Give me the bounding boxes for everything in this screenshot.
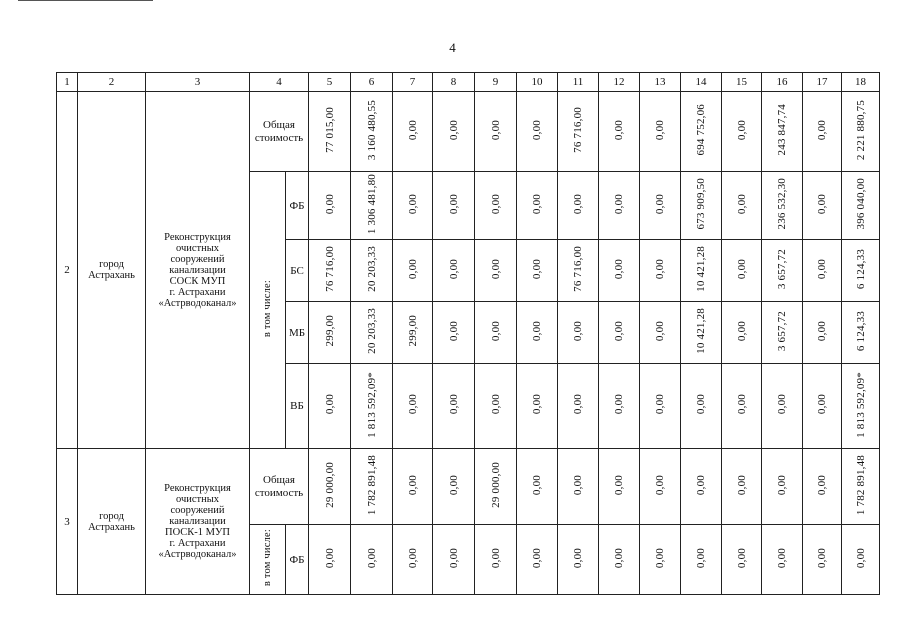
value-cell-text: 0,00 — [613, 320, 625, 342]
value-cell-text: 3 160 480,55 — [365, 99, 378, 161]
value-cell-text: 299,00 — [406, 315, 419, 347]
funding-source-text: ФБ — [289, 199, 305, 212]
header-col-13 — [640, 73, 681, 92]
value-cell — [309, 525, 351, 595]
value-cell — [762, 172, 803, 240]
header-col-14 — [681, 73, 722, 92]
value-cell — [351, 240, 393, 302]
header-col-8 — [433, 73, 475, 92]
value-cell — [309, 172, 351, 240]
city-cell-text: город Астрахань — [88, 510, 135, 533]
value-cell-text: 0,00 — [572, 320, 584, 342]
value-cell-text: 0,00 — [447, 193, 460, 215]
header-col-6 — [351, 73, 393, 92]
including-label — [250, 525, 286, 595]
value-cell — [681, 172, 722, 240]
value-cell-text: 0,00 — [816, 119, 828, 141]
value-cell-text: 20 203,33 — [365, 246, 378, 292]
header-col-3 — [146, 73, 250, 92]
value-cell — [599, 525, 640, 595]
value-cell-text: 0,00 — [695, 394, 707, 415]
value-cell-text: 0,00 — [406, 193, 419, 215]
funding-source — [286, 364, 309, 449]
value-cell — [640, 302, 681, 364]
including-label-text: в том числе: — [262, 529, 273, 587]
value-cell — [558, 525, 599, 595]
value-cell-text: 0,00 — [489, 394, 502, 415]
value-cell — [803, 92, 842, 172]
total-cost-label — [250, 449, 309, 525]
header-row — [57, 73, 880, 92]
including-label-text: в том числе: — [262, 279, 273, 338]
value-cell — [722, 449, 762, 525]
value-cell — [393, 449, 433, 525]
row-number-text: 2 — [64, 264, 70, 276]
project-cell-text: Реконструкция очистных сооружений канализации ПОСК-1 МУП г. Астрахани «Астрводоканал» — [158, 483, 237, 560]
header-col-11-text: 11 — [572, 76, 584, 88]
value-cell-text: 0,00 — [572, 193, 584, 215]
value-cell-text: 1 813 592,09* — [365, 371, 378, 438]
value-cell-text: 0,00 — [531, 258, 543, 280]
value-cell-text: 76 716,00 — [572, 107, 584, 153]
value-cell — [681, 240, 722, 302]
value-cell-text: 0,00 — [406, 119, 419, 141]
header-col-1-text: 1 — [64, 76, 70, 88]
value-cell — [517, 449, 558, 525]
funding-source — [286, 302, 309, 364]
header-col-1 — [57, 73, 78, 92]
value-cell — [681, 92, 722, 172]
value-cell-text: 673 909,50 — [695, 178, 707, 230]
value-cell-text: 29 000,00 — [323, 462, 336, 508]
value-cell — [351, 525, 393, 595]
value-cell — [351, 302, 393, 364]
value-cell — [351, 449, 393, 525]
value-cell — [842, 449, 880, 525]
value-cell — [517, 302, 558, 364]
total-cost-label-text: Общая стоимость — [254, 118, 304, 144]
header-col-16-text: 16 — [776, 76, 788, 88]
value-cell-text: 0,00 — [816, 193, 828, 215]
value-cell-text: 0,00 — [447, 474, 460, 496]
city-cell — [78, 92, 146, 449]
value-cell — [722, 364, 762, 449]
value-cell-text: 0,00 — [654, 474, 666, 496]
value-cell-text: 10 421,28 — [695, 308, 707, 354]
value-cell — [475, 172, 517, 240]
value-cell-text: 0,00 — [816, 394, 828, 415]
value-cell — [762, 525, 803, 595]
value-cell — [475, 240, 517, 302]
top-rule — [18, 0, 153, 1]
value-cell — [475, 449, 517, 525]
value-cell — [517, 525, 558, 595]
value-cell — [681, 525, 722, 595]
header-col-18 — [842, 73, 880, 92]
value-cell-text: 0,00 — [654, 119, 666, 141]
value-cell-text: 0,00 — [447, 547, 460, 569]
value-cell-text: 0,00 — [654, 258, 666, 280]
value-cell-text: 0,00 — [654, 547, 666, 569]
value-cell — [762, 364, 803, 449]
header-col-12 — [599, 73, 640, 92]
value-cell-text: 1 813 592,09* — [854, 371, 867, 438]
value-cell-text: 0,00 — [735, 193, 748, 215]
value-cell-text: 236 532,30 — [776, 178, 788, 230]
value-cell — [599, 172, 640, 240]
value-cell — [803, 240, 842, 302]
value-cell-text: 0,00 — [323, 547, 336, 569]
value-cell — [722, 525, 762, 595]
header-col-4 — [250, 73, 309, 92]
value-cell-text: 3 657,72 — [776, 248, 788, 290]
funding-source — [286, 240, 309, 302]
value-cell-text: 10 421,28 — [695, 246, 707, 292]
value-cell — [558, 92, 599, 172]
value-cell — [393, 525, 433, 595]
header-col-10-text: 10 — [531, 76, 543, 88]
table-row — [57, 92, 880, 172]
value-cell — [640, 240, 681, 302]
value-cell — [803, 449, 842, 525]
header-col-12-text: 12 — [613, 76, 625, 88]
value-cell-text: 0,00 — [365, 547, 378, 569]
value-cell-text: 0,00 — [489, 320, 502, 342]
row-number-text: 3 — [64, 515, 70, 528]
total-cost-label-text: Общая стоимость — [254, 473, 304, 499]
value-cell — [558, 172, 599, 240]
value-cell-text: 0,00 — [489, 193, 502, 215]
value-cell-text: 0,00 — [447, 258, 460, 280]
value-cell — [842, 92, 880, 172]
value-cell — [640, 172, 681, 240]
value-cell — [351, 172, 393, 240]
value-cell-text: 0,00 — [854, 547, 867, 569]
funding-source — [286, 525, 309, 595]
value-cell — [599, 364, 640, 449]
value-cell-text: 0,00 — [816, 547, 828, 569]
value-cell — [309, 302, 351, 364]
value-cell-text: 0,00 — [776, 547, 788, 569]
including-label — [250, 172, 286, 449]
value-cell — [433, 364, 475, 449]
value-cell-text: 0,00 — [735, 394, 748, 415]
value-cell — [803, 172, 842, 240]
header-col-7-text: 7 — [409, 76, 416, 88]
value-cell-text: 0,00 — [735, 119, 748, 141]
value-cell — [842, 525, 880, 595]
value-cell — [433, 240, 475, 302]
value-cell-text: 0,00 — [695, 547, 707, 569]
header-col-4-text: 4 — [276, 76, 282, 88]
value-cell-text: 0,00 — [613, 547, 625, 569]
value-cell — [640, 92, 681, 172]
value-cell-text: 0,00 — [735, 547, 748, 569]
funding-source — [286, 172, 309, 240]
page-number: 4 — [449, 40, 456, 55]
value-cell-text: 0,00 — [613, 258, 625, 280]
value-cell — [842, 364, 880, 449]
value-cell — [393, 302, 433, 364]
value-cell — [433, 525, 475, 595]
header-col-9-text: 9 — [492, 76, 499, 88]
header-col-15-text: 15 — [736, 76, 747, 88]
value-cell-text: 0,00 — [816, 474, 828, 496]
value-cell-text: 0,00 — [735, 474, 748, 496]
value-cell-text: 0,00 — [531, 320, 543, 342]
header-col-2 — [78, 73, 146, 92]
value-cell — [393, 364, 433, 449]
value-cell — [393, 172, 433, 240]
value-cell — [558, 302, 599, 364]
value-cell-text: 0,00 — [654, 394, 666, 415]
total-cost-label — [250, 92, 309, 172]
project-cell — [146, 92, 250, 449]
value-cell-text: 76 716,00 — [323, 246, 336, 292]
value-cell-text: 0,00 — [735, 320, 748, 342]
value-cell-text: 0,00 — [735, 258, 748, 280]
header-col-2-text: 2 — [108, 76, 115, 88]
value-cell — [309, 449, 351, 525]
value-cell — [351, 364, 393, 449]
value-cell-text: 0,00 — [447, 320, 460, 342]
value-cell-text: 77 015,00 — [323, 107, 336, 153]
value-cell — [599, 92, 640, 172]
value-cell-text: 3 657,72 — [776, 310, 788, 352]
value-cell — [517, 240, 558, 302]
value-cell — [722, 172, 762, 240]
value-cell-text: 0,00 — [613, 193, 625, 215]
funding-source-text: ФБ — [289, 553, 305, 566]
value-cell-text: 0,00 — [776, 394, 788, 415]
row-number — [57, 449, 78, 595]
value-cell-text: 0,00 — [776, 474, 788, 496]
value-cell-text: 0,00 — [654, 320, 666, 342]
funding-source-text: МБ — [288, 326, 306, 339]
value-cell — [640, 449, 681, 525]
value-cell — [842, 172, 880, 240]
value-cell-text: 0,00 — [323, 394, 336, 415]
value-cell — [803, 364, 842, 449]
value-cell — [599, 449, 640, 525]
value-cell-text: 0,00 — [572, 474, 584, 496]
value-cell-text: 1 306 481,80 — [365, 173, 378, 235]
header-col-17 — [803, 73, 842, 92]
value-cell-text: 0,00 — [613, 394, 625, 415]
city-cell — [78, 449, 146, 595]
value-cell — [681, 449, 722, 525]
value-cell-text: 0,00 — [447, 119, 460, 141]
value-cell-text: 0,00 — [406, 474, 419, 496]
header-col-3-text: 3 — [194, 76, 201, 88]
value-cell — [475, 525, 517, 595]
value-cell — [681, 364, 722, 449]
cost-table — [56, 72, 880, 595]
value-cell-text: 0,00 — [613, 474, 625, 496]
header-col-7 — [393, 73, 433, 92]
header-col-15 — [722, 73, 762, 92]
header-col-5-text: 5 — [326, 76, 333, 88]
value-cell — [558, 240, 599, 302]
header-col-14-text: 14 — [695, 76, 707, 88]
value-cell — [842, 240, 880, 302]
value-cell — [393, 92, 433, 172]
value-cell — [309, 364, 351, 449]
value-cell — [722, 92, 762, 172]
value-cell-text: 0,00 — [613, 119, 625, 141]
value-cell — [762, 92, 803, 172]
value-cell-text: 0,00 — [695, 474, 707, 496]
value-cell — [722, 240, 762, 302]
value-cell — [558, 364, 599, 449]
value-cell — [433, 449, 475, 525]
value-cell — [762, 240, 803, 302]
value-cell — [599, 302, 640, 364]
value-cell — [433, 92, 475, 172]
header-col-17-text: 17 — [816, 76, 828, 88]
value-cell-text: 0,00 — [531, 474, 543, 496]
row-number — [57, 92, 78, 449]
value-cell-text: 0,00 — [531, 193, 543, 215]
value-cell-text: 396 040,00 — [854, 178, 867, 230]
value-cell-text: 0,00 — [489, 258, 502, 280]
value-cell-text: 76 716,00 — [572, 246, 584, 292]
value-cell — [640, 525, 681, 595]
value-cell — [433, 302, 475, 364]
header-col-11 — [558, 73, 599, 92]
value-cell-text: 20 203,33 — [365, 308, 378, 354]
value-cell — [599, 240, 640, 302]
value-cell — [803, 525, 842, 595]
header-col-16 — [762, 73, 803, 92]
value-cell — [681, 302, 722, 364]
value-cell-text: 0,00 — [572, 547, 584, 569]
header-col-6-text: 6 — [368, 76, 375, 88]
value-cell-text: 0,00 — [406, 547, 419, 569]
value-cell — [475, 92, 517, 172]
city-cell-text: город Астрахань — [88, 259, 135, 281]
value-cell — [517, 172, 558, 240]
project-cell — [146, 449, 250, 595]
header-col-9 — [475, 73, 517, 92]
header-col-10 — [517, 73, 558, 92]
value-cell — [722, 302, 762, 364]
header-col-8-text: 8 — [450, 76, 457, 88]
value-cell — [309, 92, 351, 172]
header-col-13-text: 13 — [654, 76, 666, 88]
funding-source-text: БС — [290, 264, 304, 277]
value-cell-text: 6 124,33 — [854, 248, 867, 290]
value-cell-text: 0,00 — [323, 193, 336, 215]
value-cell-text: 243 847,74 — [776, 104, 788, 156]
value-cell — [475, 302, 517, 364]
value-cell-text: 299,00 — [323, 315, 336, 347]
value-cell-text: 1 782 891,48 — [854, 454, 867, 516]
value-cell-text: 0,00 — [531, 119, 543, 141]
value-cell — [309, 240, 351, 302]
value-cell — [475, 364, 517, 449]
value-cell-text: 1 782 891,48 — [365, 454, 378, 516]
funding-source-text: ВБ — [290, 400, 304, 412]
value-cell — [433, 172, 475, 240]
value-cell-text: 0,00 — [654, 193, 666, 215]
table-row — [57, 449, 880, 525]
value-cell — [558, 449, 599, 525]
value-cell — [640, 364, 681, 449]
value-cell-text: 6 124,33 — [854, 310, 867, 352]
value-cell-text: 0,00 — [406, 394, 419, 415]
value-cell — [351, 92, 393, 172]
value-cell — [762, 449, 803, 525]
value-cell-text: 0,00 — [406, 258, 419, 280]
value-cell-text: 0,00 — [447, 394, 460, 415]
value-cell — [517, 364, 558, 449]
value-cell-text: 0,00 — [489, 547, 502, 569]
value-cell-text: 0,00 — [489, 119, 502, 141]
value-cell — [517, 92, 558, 172]
value-cell-text: 0,00 — [572, 394, 584, 415]
value-cell-text: 0,00 — [816, 320, 828, 342]
value-cell-text: 2 221 880,75 — [854, 99, 867, 161]
header-col-5 — [309, 73, 351, 92]
value-cell — [803, 302, 842, 364]
value-cell — [842, 302, 880, 364]
value-cell-text: 29 000,00 — [489, 462, 502, 508]
header-col-18-text: 18 — [855, 76, 866, 88]
value-cell-text: 0,00 — [531, 394, 543, 415]
value-cell-text: 694 752,06 — [695, 104, 707, 156]
project-cell-text: Реконструкция очистных сооружений канализации СОСК МУП г. Астрахани «Астрводоканал» — [158, 231, 237, 309]
value-cell-text: 0,00 — [816, 258, 828, 280]
value-cell-text: 0,00 — [531, 547, 543, 569]
value-cell — [762, 302, 803, 364]
value-cell — [393, 240, 433, 302]
